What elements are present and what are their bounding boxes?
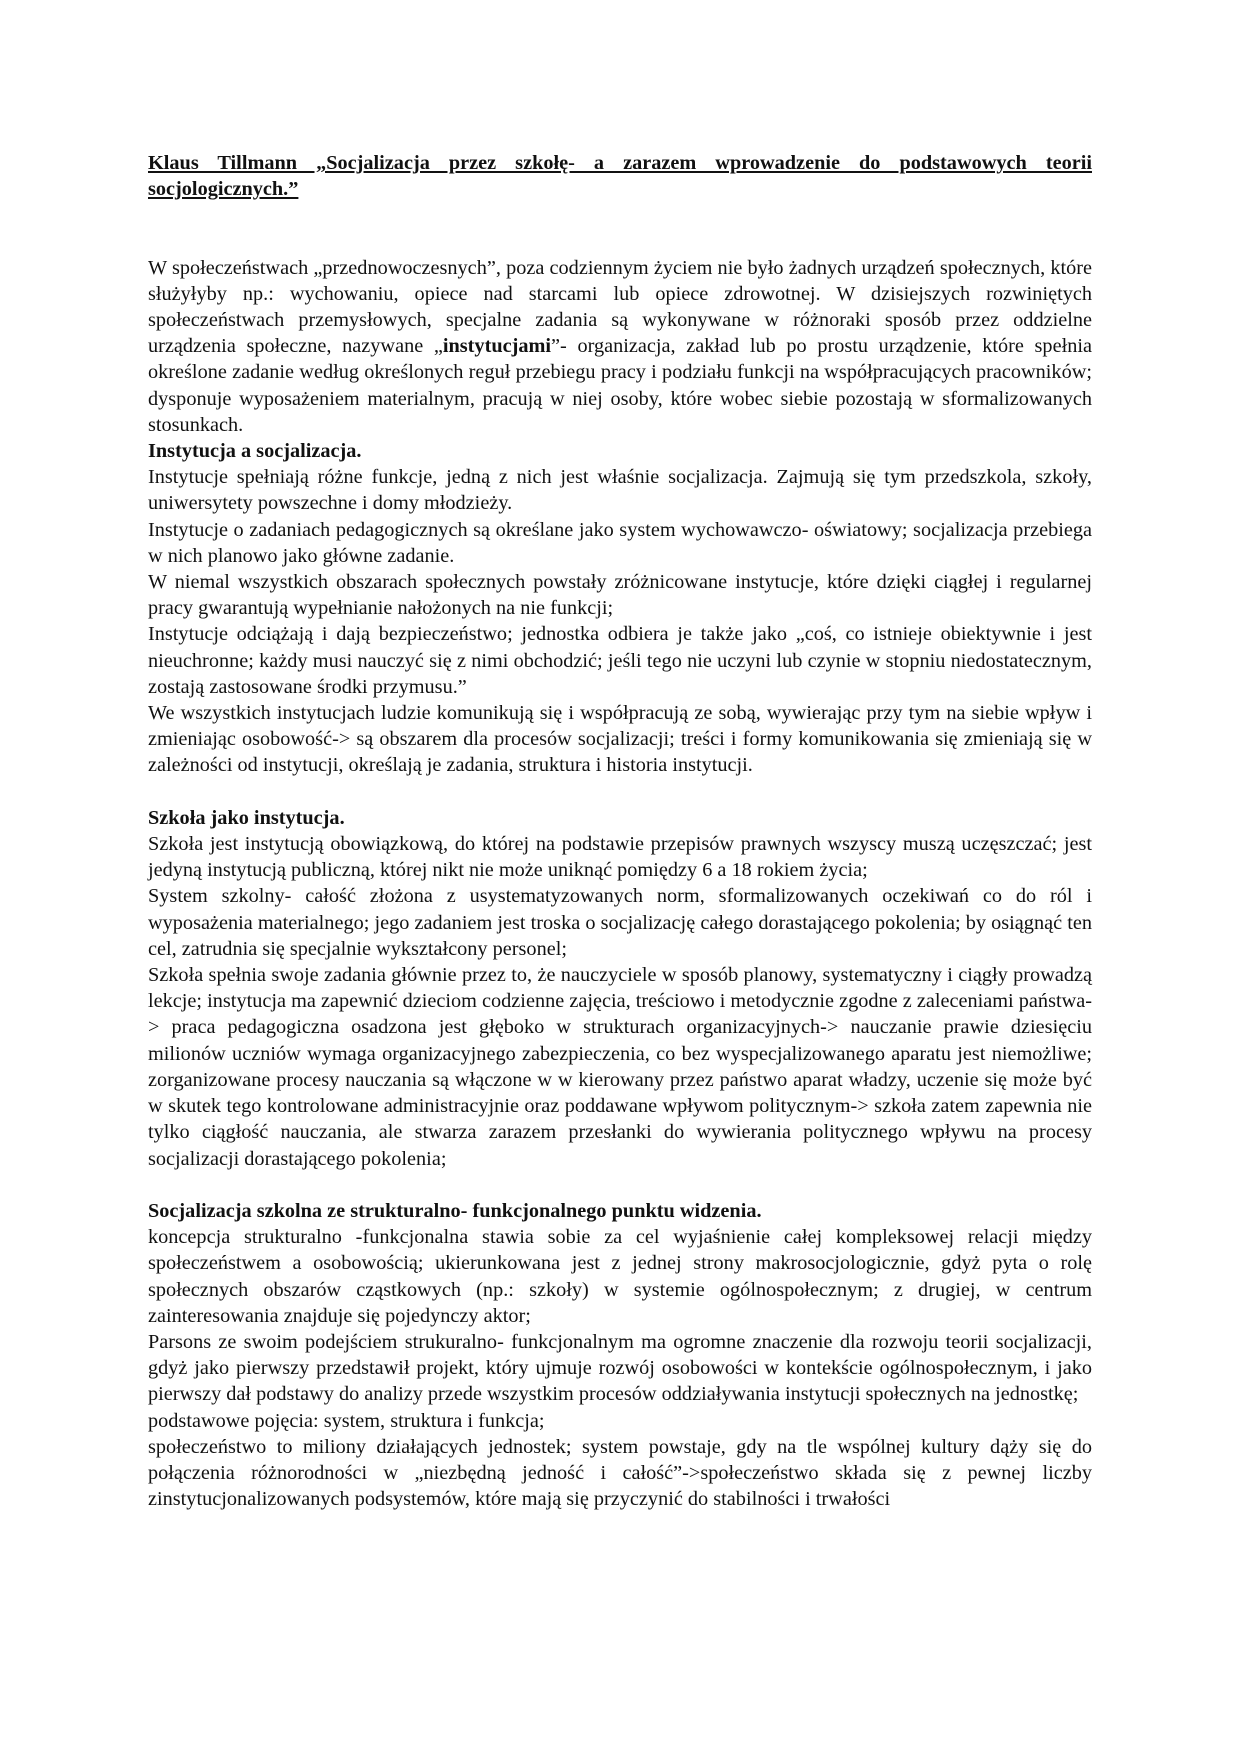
section-heading-instytucja: Instytucja a socjalizacja. [148, 440, 362, 463]
intro-text-part2: ”- organizacja, zakład lub po prostu urządzenie, które spełnia określone zadanie według określonych reguł przebiegu pracy i podziału funkcji na współpracujących pracowników; dysponuje wyposażeniem materialnym, pracują w niej osoby, które wobec siebie pozostają w sformalizowanych stosunkach. [148, 335, 1092, 436]
section2-paragraph: System szkolny- całość złożona z usystematyzowanych norm, sformalizowanych oczekiwań co do ról i wyposażenia materialnego; jego zadaniem jest troska o socjalizację całego dorastającego pokolenia; by osiągnąć ten cel, zatrudnia się specjalnie wykształcony personel; [148, 885, 1092, 960]
document-title: Klaus Tillmann „Socjalizacja przez szkołę- a zarazem wprowadzenie do podstawowych teorii socjologicznych.” [148, 152, 1092, 201]
section-heading-socjalizacja-szkolna: Socjalizacja szkolna ze strukturalno- funkcjonalnego punktu widzenia. [148, 1199, 762, 1222]
intro-paragraph [148, 255, 1092, 438]
section-heading-szkola: Szkoła jako instytucja. [148, 806, 345, 829]
section3-paragraph: Parsons ze swoim podejściem strukuralno- funkcjonalnym ma ogromne znaczenie dla rozwoju teorii socjalizacji, gdyż jako pierwszy przedstawił projekt, który ujmuje rozwój osobowości w kontekście ogólnospołecznym, i jako pierwszy dał podstawy do analizy przede wszystkim procesów oddziaływania instytucji społecznych na jednostkę; [148, 1330, 1092, 1406]
document-page [148, 150, 1092, 1512]
section1-paragraph: Instytucje o zadaniach pedagogicznych są określane jako system wychowawczo- oświatowy; socjalizacja przebiega w nich planowo jako główne zadanie. [148, 518, 1092, 567]
intro-bold-term: instytucjami [442, 335, 552, 358]
section1-paragraph: Instytucje spełniają różne funkcje, jedną z nich jest właśnie socjalizacja. Zajmują się tym przedszkola, szkoły, uniwersytety powszechne i domy młodzieży. [148, 466, 1092, 515]
section2-paragraph: Szkoła spełnia swoje zadania głównie przez to, że nauczyciele w sposób planowy, systematyczny i ciągły prowadzą lekcje; instytucja ma zapewnić dzieciom codzienne zajęcia, treściowo i metodycznie zgodne z zaleceniami państwa-> praca pedagogiczna osadzona jest głęboko w strukturach organizacyjnych-> nauczanie prawie dziesięciu milionów uczniów wymaga organizacyjnego zabezpieczenia, co bez wyspecjalizowanego aparatu jest niemożliwe; zorganizowane procesy nauczania są włączone w w kierowany przez państwo aparat władzy, uczenie się może być w skutek tego kontrolowane administracyjnie oraz poddawane wpływom politycznym-> szkoła zatem zapewnia nie tylko ciągłość nauczania, ale stwarza zarazem przesłanki do wywierania politycznego wpływu na procesy socjalizacji dorastającego pokolenia; [148, 964, 1092, 1170]
section3-paragraph: podstawowe pojęcia: system, struktura i funkcja; [148, 1409, 545, 1432]
section1-paragraph: Instytucje odciążają i dają bezpieczeństwo; jednostka odbiera je także jako „coś, co istnieje obiektywnie i jest nieuchronne; każdy musi nauczyć się z nimi obchodzić; jeśli tego nie uczyni lub czynie w stopniu niedostatecznym, zostają zastosowane środki przymusu.” [148, 623, 1092, 698]
paragraph-spacer [148, 779, 1092, 805]
section2-paragraph: Szkoła jest instytucją obowiązkową, do której na podstawie przepisów prawnych wszyscy muszą uczęszczać; jest jedyną instytucją publiczną, której nikt nie może uniknąć pomiędzy 6 a 18 rokiem życia; [148, 833, 1092, 882]
section1-paragraph: We wszystkich instytucjach ludzie komunikują się i współpracują ze sobą, wywierając przy tym na siebie wpływ i zmieniając osobowość-> są obszarem dla procesów socjalizacji; treści i formy komunikowania się zmieniają się w zależności od instytucji, określają je zadania, struktura i historia instytucji. [148, 702, 1092, 777]
section3-paragraph: koncepcja strukturalno -funkcjonalna stawia sobie za cel wyjaśnienie całej kompleksowej relacji między społeczeństwem a osobowością; ukierunkowana jest z jednej strony makrosocjologicznie, gdyż pyta o rolę społecznych obszarów cząstkowych (np.: szkoły) w systemie ogólnospołecznym; z drugiej, w centrum zainteresowania znajduje się pojedynczy aktor; [148, 1226, 1092, 1327]
section3-paragraph: społeczeństwo to miliony działających jednostek; system powstaje, gdy na tle wspólnej kultury dąży się do połączenia różnorodności w „niezbędną jedność i całość”->społeczeństwo składa się z pewnej liczby zinstytucjonalizowanych podsystemów, które mają się przyczynić do stabilności i trwałości [148, 1435, 1092, 1511]
paragraph-spacer [148, 1172, 1092, 1198]
section1-paragraph: W niemal wszystkich obszarach społecznych powstały zróżnicowane instytucje, które dzięki ciągłej i regularnej pracy gwarantują wypełnianie nałożonych na nie funkcji; [148, 571, 1092, 620]
intro-text-part1: W społeczeństwach „przednowoczesnych”, poza codziennym życiem nie było żadnych urządzeń społecznych, które służyłyby np.: wychowaniu, opiece nad starcami lub opiece zdrowotnej. W dzisiejszych rozwiniętych społeczeństwach przemysłowych, specjalne zadania są wykonywane w różnoraki sposób przez oddzielne urządzenia społeczne, nazywane „ [148, 256, 1092, 358]
